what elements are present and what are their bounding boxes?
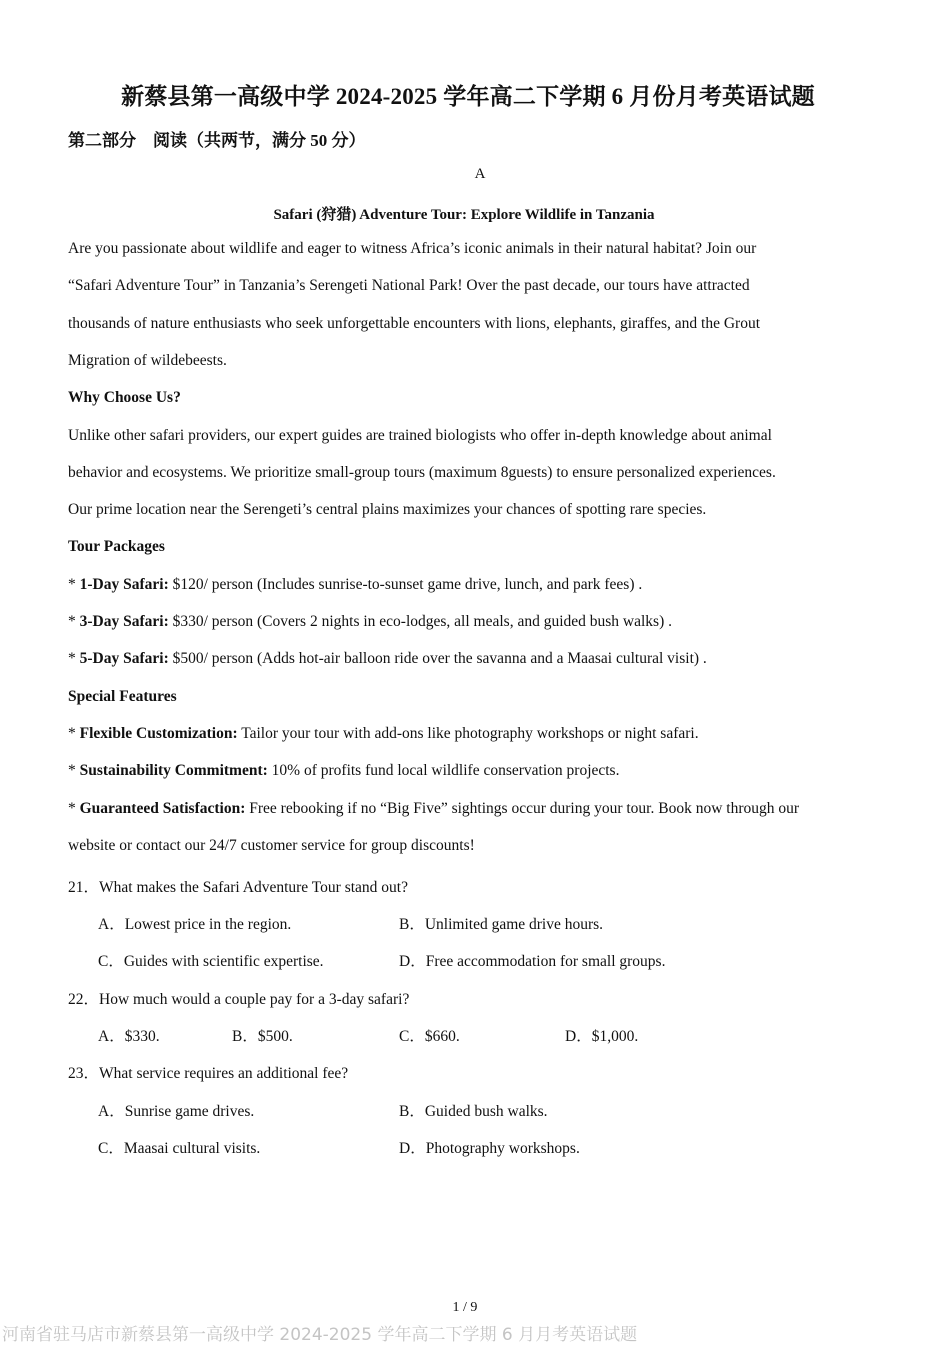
page-number: 1 / 9 xyxy=(452,1300,478,1315)
intro-line: Are you passionate about wildlife and eager to witness Africa’s iconic animals in their natural habitat? Join our xyxy=(68,240,757,257)
section-heading: 第二部分 阅读（共两节，满分 50 分） xyxy=(68,131,366,150)
intro-line: thousands of nature enthusiasts who seek unforgettable encounters with lions, elephants, giraffes, and the Grout xyxy=(68,315,761,332)
feature-label: Guaranteed Satisfaction: xyxy=(79,800,246,817)
answer-option: C．Guides with scientific expertise. xyxy=(98,953,324,970)
why-heading: Why Choose Us? xyxy=(68,389,181,406)
answer-option: D．Photography workshops. xyxy=(399,1140,580,1157)
document-title: 新蔡县第一高级中学 2024-2025 学年高二下学期 6 月份月考英语试题 xyxy=(121,84,815,109)
bullet: * xyxy=(68,650,80,667)
answer-option: D．$1,000. xyxy=(565,1028,639,1045)
package-label: 3-Day Safari: xyxy=(79,613,169,630)
feature-text: 10% of profits fund local wildlife conservation projects. xyxy=(267,762,620,779)
intro-line: “Safari Adventure Tour” in Tanzania’s Serengeti National Park! Over the past decade, our tours have attracted xyxy=(68,277,750,294)
why-line: Unlike other safari providers, our expert guides are trained biologists who offer in-depth knowledge about animal xyxy=(68,427,772,444)
answer-option: D．Free accommodation for small groups. xyxy=(399,953,666,970)
bullet: * xyxy=(68,725,80,742)
package-item xyxy=(68,613,672,631)
feature-item xyxy=(68,725,699,743)
package-text: $330/ person (Covers 2 nights in eco-lodges, all meals, and guided bush walks) . xyxy=(168,613,672,630)
feature-continuation: website or contact our 24/7 customer service for group discounts! xyxy=(68,837,475,854)
answer-option: A．Sunrise game drives. xyxy=(98,1103,255,1120)
bullet: * xyxy=(68,762,80,779)
feature-text: Free rebooking if no “Big Five” sightings occur during your tour. Book now through our xyxy=(245,800,800,817)
question-stem: 21．What makes the Safari Adventure Tour stand out? xyxy=(68,879,408,896)
feature-text: Tailor your tour with add-ons like photography workshops or night safari. xyxy=(237,725,699,742)
feature-item xyxy=(68,800,799,818)
answer-option: B．Unlimited game drive hours. xyxy=(399,916,604,933)
why-line: Our prime location near the Serengeti’s central plains maximizes your chances of spotting rare species. xyxy=(68,501,707,518)
feature-label: Flexible Customization: xyxy=(79,725,238,742)
package-item xyxy=(68,650,707,668)
packages-heading: Tour Packages xyxy=(68,538,165,555)
answer-option: C．$660. xyxy=(399,1028,460,1045)
answer-option: B．$500. xyxy=(232,1028,293,1045)
answer-option: A．Lowest price in the region. xyxy=(98,916,292,933)
bullet: * xyxy=(68,576,80,593)
package-label: 5-Day Safari: xyxy=(79,650,169,667)
question-stem: 22．How much would a couple pay for a 3-day safari? xyxy=(68,991,410,1008)
features-heading: Special Features xyxy=(68,688,177,705)
package-text: $120/ person (Includes sunrise-to-sunset game drive, lunch, and park fees) . xyxy=(168,576,643,593)
passage-title: Safari (狩猎) Adventure Tour: Explore Wildlife in Tanzania xyxy=(273,207,655,223)
passage-letter: A xyxy=(474,166,486,182)
answer-option: B．Guided bush walks. xyxy=(399,1103,548,1120)
package-text: $500/ person (Adds hot-air balloon ride over the savanna and a Maasai cultural visit) . xyxy=(168,650,707,667)
answer-option: C．Maasai cultural visits. xyxy=(98,1140,261,1157)
bullet: * xyxy=(68,800,80,817)
why-line: behavior and ecosystems. We prioritize small-group tours (maximum 8guests) to ensure personalized experiences. xyxy=(68,464,776,481)
intro-line: Migration of wildebeests. xyxy=(68,352,227,369)
bullet: * xyxy=(68,613,80,630)
watermark: 河南省驻马店市新蔡县第一高级中学 2024-2025 学年高二下学期 6 月月考英语试题 xyxy=(2,1325,638,1345)
question-stem: 23．What service requires an additional fee? xyxy=(68,1065,349,1082)
package-item xyxy=(68,576,642,594)
feature-label: Sustainability Commitment: xyxy=(79,762,268,779)
answer-option: A．$330. xyxy=(98,1028,160,1045)
feature-item xyxy=(68,762,619,780)
package-label: 1-Day Safari: xyxy=(79,576,169,593)
